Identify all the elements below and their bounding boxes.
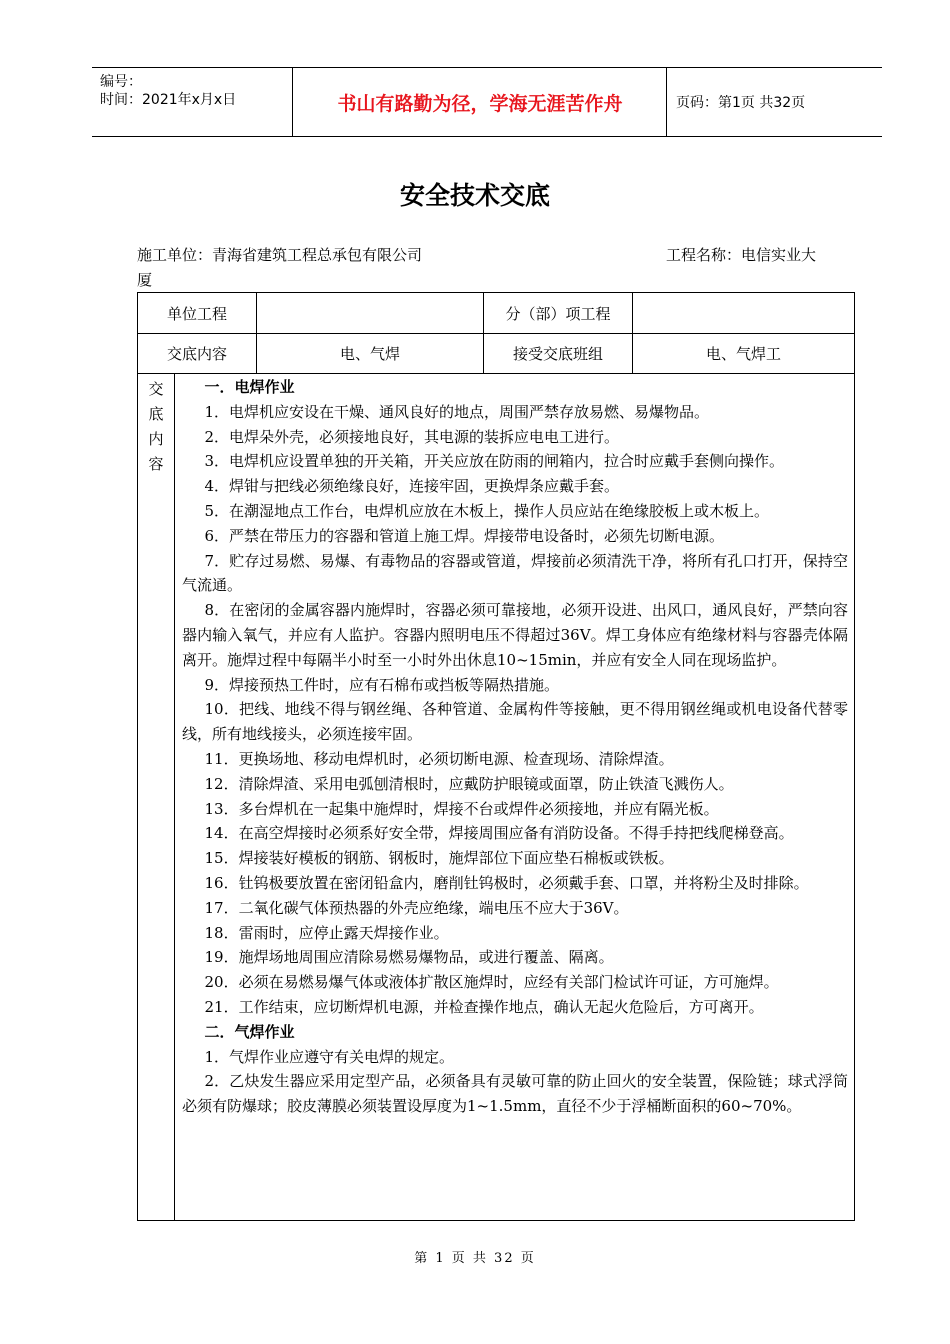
side-label-char: 底 <box>148 405 164 423</box>
list-item: 5．在潮湿地点工作台，电焊机应放在木板上，操作人员应站在绝缘胶板上或木板上。 <box>204 501 770 520</box>
list-item: 17．二氧化碳气体预热器的外壳应绝缘，端电压不应大于36V。 <box>204 898 629 917</box>
side-label-char: 内 <box>148 430 164 448</box>
list-item: 19．施焊场地周围应清除易燃易爆物品，或进行覆盖、隔离。 <box>204 948 614 967</box>
number-label: 编号： <box>100 74 142 90</box>
list-item: 10．把线、地线不得与钢丝绳、各种管道、金属构件等接触，更不得用钢丝绳或机电设备代替零线，所有地线接头，必须连接牢固。 <box>182 700 848 744</box>
list-item: 8．在密闭的金属容器内施焊时，容器必须可靠接地，必须开设进、出风口，通风良好，严禁向容器内输入氧气，并应有人监护。容器内照明电压不得超过36V。焊工身体应有绝缘材料与容器壳体隔离开。施焊过程中每隔半小时至一小时外出休息10~15min，并应有安全人同在现场监护。 <box>182 601 848 669</box>
list-item: 18．雷雨时，应停止露天焊接作业。 <box>204 923 449 942</box>
list-item: 20．必须在易燃易爆气体或液体扩散区施焊时，应经有关部门检试许可证，方可施焊。 <box>204 973 779 992</box>
side-label-char: 容 <box>148 455 164 473</box>
header-motto: 书山有路勤为径，学海无涯苦作舟 <box>337 92 623 115</box>
list-item: 4．焊钳与把线必须绝缘良好，连接牢固，更换焊条应戴手套。 <box>204 477 620 496</box>
cell-content-label: 交底内容 <box>166 345 227 363</box>
disclosure-table <box>137 292 855 1221</box>
construction-unit: 施工单位：青海省建筑工程总承包有限公司 <box>137 246 423 264</box>
list-item: 15．焊接装好模板的钢筋、钢板时，施焊部位下面应垫石棉板或铁板。 <box>204 849 674 868</box>
page-header <box>92 67 882 137</box>
list-item: 2．乙炔发生器应采用定型产品，必须备具有灵敏可靠的防止回火的安全装置，保险链；球式浮筒必须有防爆球；胶皮薄膜必须装置设厚度为1~1.5mm，直径不少于浮桶断面积的60~70%。 <box>182 1072 848 1116</box>
list-item: 7．贮存过易燃、易爆、有毒物品的容器或管道，焊接前必须清洗干净，将所有孔口打开，保持空气流通。 <box>182 551 848 595</box>
side-label-char: 交 <box>148 380 164 398</box>
cell-subproject-value <box>633 293 854 333</box>
list-item: 2．电焊朵外壳，必须接地良好，其电源的装拆应电电工进行。 <box>204 427 620 446</box>
list-item: 14．在高空焊接时必须系好安全带，焊接周围应备有消防设备。不得手持把线爬梯登高。 <box>204 824 794 843</box>
cell-content-value: 电、气焊 <box>339 345 400 363</box>
list-item: 3．电焊机应设置单独的开关箱，开关应放在防雨的闸箱内，拉合时应戴手套侧向操作。 <box>204 452 785 471</box>
header-info <box>100 73 236 109</box>
list-item: 1．电焊机应安设在干燥、通风良好的地点，周围严禁存放易燃、易爆物品。 <box>204 402 710 421</box>
list-item: 16．钍钨极要放置在密闭铅盒内，磨削钍钨极时，必须戴手套、口罩，并将粉尘及时排除。 <box>204 873 809 892</box>
disclosure-content <box>182 375 848 1119</box>
cell-unit-project-label: 单位工程 <box>166 304 227 323</box>
header-divider <box>666 68 667 136</box>
project-name: 工程名称：电信实业大 <box>666 246 817 264</box>
header-divider <box>292 68 293 136</box>
list-item: 6．严禁在带压力的容器和管道上施工焊。焊接带电设备时，必须先切断电源。 <box>204 526 725 545</box>
content-side-label <box>138 377 174 477</box>
list-item: 12．清除焊渣、采用电弧刨清根时，应戴防护眼镜或面罩，防止铁渣飞溅伤人。 <box>204 774 734 793</box>
table-rule <box>174 373 175 1220</box>
list-item: 11．更换场地、移动电焊机时，必须切断电源、检查现场、清除焊渣。 <box>204 749 674 768</box>
cell-team-label: 接受交底班组 <box>512 345 603 363</box>
document-title: 安全技术交底 <box>399 181 550 210</box>
page-footer: 第 1 页 共 32 页 <box>414 1251 536 1266</box>
list-item: 21．工作结束，应切断焊机电源，并检查操作地点，确认无起火危险后，方可离开。 <box>204 997 764 1016</box>
section-heading: 二．气焊作业 <box>204 1022 295 1041</box>
time-label: 时间：2021年x月x日 <box>100 92 237 108</box>
section-heading: 一．电焊作业 <box>204 378 295 396</box>
cell-team-value: 电、气焊工 <box>705 345 781 363</box>
list-item: 9．焊接预热工件时，应有石棉布或挡板等隔热措施。 <box>204 675 560 694</box>
list-item: 13．多台焊机在一起集中施焊时，焊接不台或焊件必须接地，并应有隔光板。 <box>204 799 719 818</box>
list-item: 1．气焊作业应遵守有关电焊的规定。 <box>204 1047 455 1066</box>
project-name-continued: 厦 <box>137 271 153 289</box>
table-rule <box>138 373 854 374</box>
header-page-label: 页码：第1页 共32页 <box>676 95 806 111</box>
cell-unit-project-value <box>257 293 483 333</box>
cell-subproject-label: 分（部）项工程 <box>505 304 611 323</box>
